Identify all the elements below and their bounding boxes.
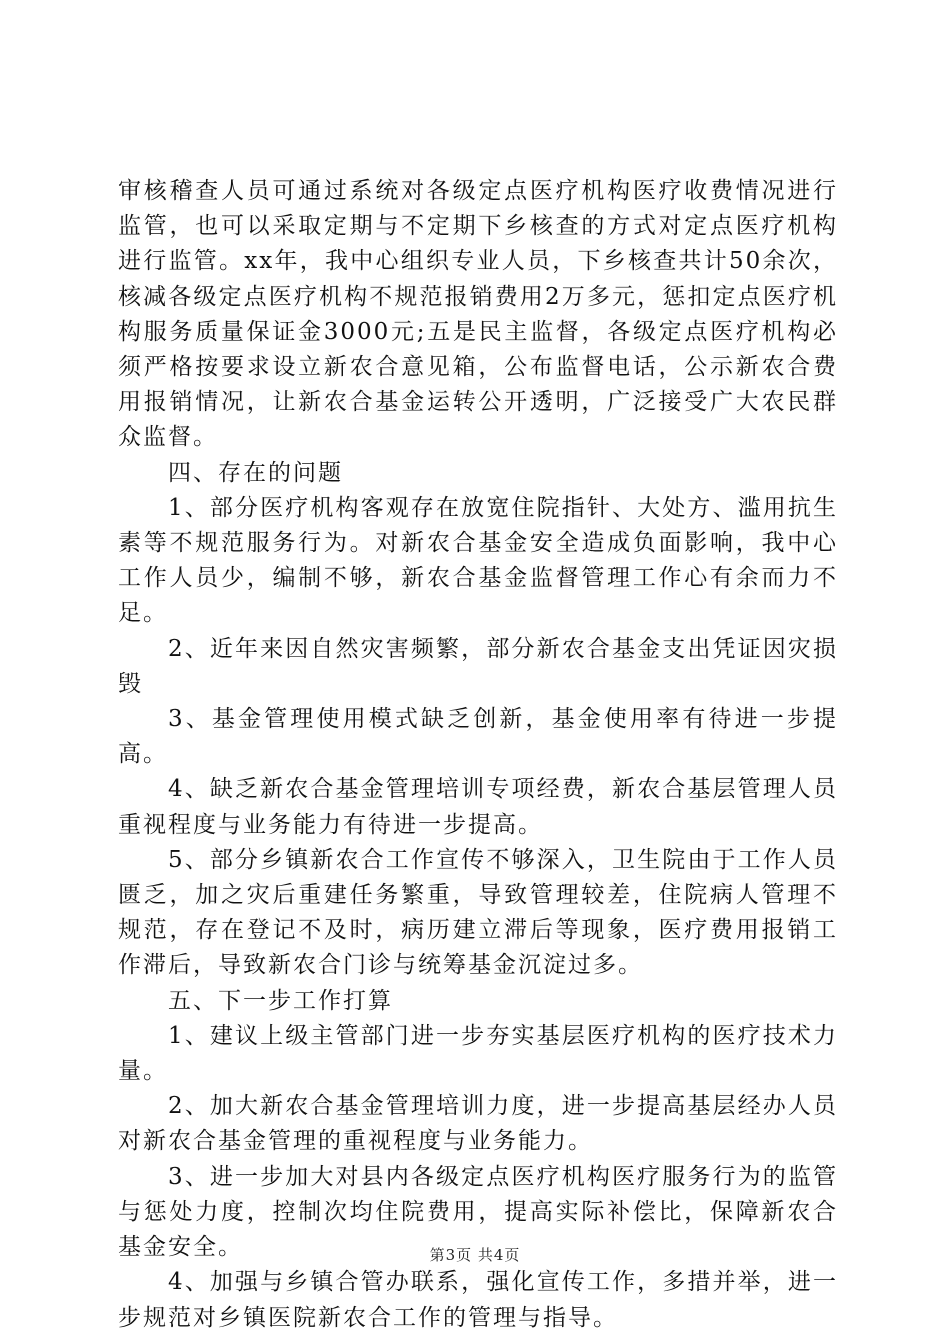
problem-item-2: 2、近年来因自然灾害频繁，部分新农合基金支出凭证因灾损毁 <box>118 635 838 697</box>
plan-item-1: 1、建议上级主管部门进一步夯实基层医疗机构的医疗技术力量。 <box>118 1022 838 1085</box>
problem-item-4: 4、缺乏新农合基金管理培训专项经费，新农合基层管理人员重视程度与业务能力有待进一步提高。 <box>118 776 838 838</box>
section-heading-next-steps: 五、下一步工作打算 <box>168 987 393 1014</box>
problem-item-3: 3、基金管理使用模式缺乏创新，基金使用率有待进一步提高。 <box>118 706 838 768</box>
plan-item-2: 2、加大新农合基金管理培训力度，进一步提高基层经办人员对新农合基金管理的重视程度与业务能力。 <box>118 1093 838 1155</box>
plan-item-3: 3、进一步加大对县内各级定点医疗机构医疗服务行为的监管与惩处力度，控制次均住院费用，提高实际补偿比，保障新农合基金安全。 <box>118 1163 838 1261</box>
plan-item-4: 4、加强与乡镇合管办联系，强化宣传工作，多措并举，进一步规范对乡镇医院新农合工作的管理与指导。 <box>118 1269 838 1331</box>
page-footer: 第3页 共4页 <box>429 1246 521 1264</box>
document-body <box>118 174 838 1336</box>
section-heading-problems: 四、存在的问题 <box>168 459 343 486</box>
problem-item-5: 5、部分乡镇新农合工作宣传不够深入，卫生院由于工作人员匮乏，加之灾后重建任务繁重，导致管理较差，住院病人管理不规范，存在登记不及时，病历建立滞后等现象，医疗费用报销工作滞后，导致新农合门诊与统筹基金沉淀过多。 <box>118 846 838 979</box>
problem-item-1: 1、部分医疗机构客观存在放宽住院指针、大处方、滥用抗生素等不规范服务行为。对新农合基金安全造成负面影响，我中心工作人员少，编制不够，新农合基金监督管理工作心有余而力不足。 <box>118 494 838 627</box>
paragraph-supervision: 审核稽查人员可通过系统对各级定点医疗机构医疗收费情况进行监管，也可以采取定期与不定期下乡核查的方式对定点医疗机构进行监管。xx年，我中心组织专业人员，下乡核查共计50余次，核减各级定点医疗机构不规范报销费用2万多元，惩扣定点医疗机构服务质量保证金3000元;五是民主监督，各级定点医疗机构必须严格按要求设立新农合意见箱，公布监督电话，公示新农合费用报销情况，让新农合基金运转公开透明，广泛接受广大农民群众监督。 <box>118 178 838 451</box>
